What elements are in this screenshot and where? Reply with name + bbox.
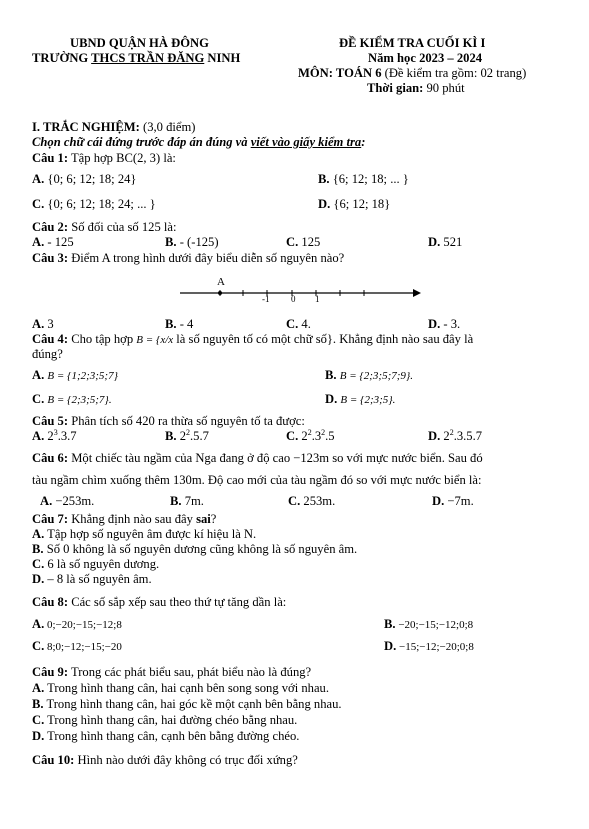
option-text: Số 0 không là số nguyên dương cũng không là số nguyên âm. xyxy=(43,542,358,556)
question-10 xyxy=(32,753,298,768)
option-text: - 125 xyxy=(44,235,74,249)
option-letter: C. xyxy=(288,494,301,508)
q3-option-c xyxy=(286,317,311,332)
option-text: B = {2;3;5;7;9}. xyxy=(339,370,414,382)
question-text: Tập hợp BC(2, 3) là: xyxy=(68,151,176,165)
q5-option-b: B. $2^2.5.7$ xyxy=(165,427,209,443)
option-text: {6; 12; 18; ... } xyxy=(332,172,409,186)
option-text: −253m. xyxy=(52,494,95,508)
option-letter: C. xyxy=(32,639,45,653)
option-text: Trong hình thang cân, hai cạnh bên song song với nhau. xyxy=(44,681,329,695)
option-text: Trong hình thang cân, hai đường chéo bằng nhau. xyxy=(44,713,298,727)
section-points: (3,0 điểm) xyxy=(139,120,196,134)
q6-option-b xyxy=(170,494,204,509)
question-4 xyxy=(32,332,473,348)
question-7 xyxy=(32,512,216,527)
question-3 xyxy=(32,251,344,266)
option-letter: C. xyxy=(286,317,299,331)
instruction-text: Chọn chữ cái đứng trước đáp án đúng và xyxy=(32,135,251,149)
option-text: −7m. xyxy=(444,494,474,508)
q4-option-c xyxy=(32,392,112,408)
duration-label: Thời gian: xyxy=(367,81,424,95)
q8-option-b xyxy=(384,617,473,633)
option-text: −15;−12;−20;0;8 xyxy=(396,641,474,653)
q9-option-b xyxy=(32,697,342,712)
option-letter: B. xyxy=(165,429,177,443)
option-text: - (-125) xyxy=(176,235,219,249)
tick-label-1: 1 xyxy=(315,294,320,304)
instruction-underlined: viết vào giấy kiểm tra xyxy=(250,135,362,149)
q9-option-a xyxy=(32,681,329,696)
option-text: {0; 6; 12; 18; 24} xyxy=(47,172,137,186)
question-text: Số đối của số 125 là: xyxy=(68,220,177,234)
option-letter: D. xyxy=(318,197,331,211)
question-1 xyxy=(32,151,176,166)
question-text-cont: là số nguyên tố có một chữ số}. Khẳng định nào sau đây là xyxy=(173,332,474,346)
option-letter: B. xyxy=(32,697,44,711)
option-letter: D. xyxy=(384,639,397,653)
exam-title: ĐỀ KIỂM TRA CUỐI KÌ I xyxy=(339,36,486,50)
option-text: Trong hình thang cân, hai góc kề một cạnh bên bằng nhau. xyxy=(43,697,342,711)
option-letter: C. xyxy=(32,392,45,406)
q7-option-b xyxy=(32,542,357,557)
q4-option-d xyxy=(325,392,395,408)
duration-value: 90 phút xyxy=(423,81,465,95)
q6-option-c xyxy=(288,494,335,509)
question-text: Trong các phát biểu sau, phát biểu nào là đúng? xyxy=(68,665,312,679)
option-text: B = {1;2;3;5;7} xyxy=(47,370,118,382)
question-mark: ? xyxy=(210,512,217,526)
option-letter: C. xyxy=(32,713,45,727)
question-label: Câu 10: xyxy=(32,753,75,767)
question-label: Câu 9: xyxy=(32,665,69,679)
point-a-marker xyxy=(218,291,222,295)
option-letter: D. xyxy=(432,494,445,508)
option-letter: C. xyxy=(286,235,299,249)
option-letter: C. xyxy=(286,429,299,443)
question-text: Cho tập hợp xyxy=(68,332,137,346)
option-letter: D. xyxy=(428,317,441,331)
number-line-figure xyxy=(175,273,425,305)
option-letter: B. xyxy=(165,235,177,249)
option-letter: A. xyxy=(32,429,45,443)
option-letter: D. xyxy=(325,392,338,406)
question-label: Câu 8: xyxy=(32,595,69,609)
option-text: {0; 6; 12; 18; 24; ... } xyxy=(47,197,156,211)
question-label: Câu 5: xyxy=(32,414,69,428)
option-letter: A. xyxy=(32,317,45,331)
school-name-underlined: THCS TRẦN ĐĂNG xyxy=(91,51,205,65)
tick-label-neg1: -1 xyxy=(262,294,270,304)
q7-option-a xyxy=(32,527,256,542)
option-letter: D. xyxy=(32,729,45,743)
q8-option-d xyxy=(384,639,474,655)
question-text: Các số sắp xếp sau theo thứ tự tăng dần là: xyxy=(68,595,287,609)
q5-option-c: C. $2^2.3^2.5$ xyxy=(286,427,335,443)
option-text: −20;−15;−12;0;8 xyxy=(395,619,474,631)
q9-option-c xyxy=(32,713,297,728)
option-text: B = {2;3;5;7}. xyxy=(47,394,112,406)
question-4-line2: đúng? xyxy=(32,347,63,361)
tick-label-0: 0 xyxy=(291,294,296,304)
q6-option-d xyxy=(432,494,474,509)
option-letter: A. xyxy=(32,172,45,186)
option-text: 253m. xyxy=(300,494,336,508)
option-letter: A. xyxy=(32,681,45,695)
option-text: – 8 là số nguyên âm. xyxy=(44,572,152,586)
option-text: {6; 12; 18} xyxy=(333,197,391,211)
arrow-head-icon xyxy=(413,289,421,297)
option-text: 8;0;−12;−15;−20 xyxy=(44,641,122,653)
school-district: UBND QUẬN HÀ ĐÔNG xyxy=(70,36,209,50)
question-label: Câu 7: xyxy=(32,512,69,526)
q1-option-a xyxy=(32,172,136,187)
option-letter: A. xyxy=(32,617,45,631)
question-8 xyxy=(32,595,286,610)
q2-option-d xyxy=(428,235,462,250)
option-letter: D. xyxy=(428,235,441,249)
question-label: Câu 3: xyxy=(32,251,69,265)
q5-option-a: A. $2^3.3.7$ xyxy=(32,427,77,443)
option-letter: B. xyxy=(384,617,396,631)
question-2 xyxy=(32,220,176,235)
point-a-label: A xyxy=(217,276,225,288)
q7-option-c xyxy=(32,557,159,572)
page-count-note: (Đề kiểm tra gồm: 02 trang) xyxy=(381,66,527,80)
option-letter: B. xyxy=(165,317,177,331)
question-text: Phân tích số 420 ra thừa số nguyên tố ta được: xyxy=(68,414,305,428)
option-text: 6 là số nguyên dương. xyxy=(44,557,160,571)
question-label: Câu 4: xyxy=(32,332,69,346)
set-definition: B = {x/x xyxy=(136,334,174,346)
option-letter: D. xyxy=(32,572,45,586)
q2-option-b xyxy=(165,235,219,250)
section-title-label: I. TRẮC NGHIỆM: xyxy=(32,120,140,134)
section-title xyxy=(32,120,195,135)
q3-option-a xyxy=(32,317,54,332)
section-instruction xyxy=(32,135,365,150)
q4-option-a xyxy=(32,368,118,384)
emphasis-word: sai xyxy=(196,512,211,526)
question-label: Câu 1: xyxy=(32,151,69,165)
q1-option-b xyxy=(318,172,409,187)
q2-option-c xyxy=(286,235,320,250)
q4-option-b xyxy=(325,368,413,384)
question-9 xyxy=(32,665,311,680)
option-text: - 3. xyxy=(440,317,461,331)
subject-name: MÔN: TOÁN 6 xyxy=(298,66,382,80)
option-letter: A. xyxy=(32,527,45,541)
option-text: - 4 xyxy=(176,317,194,331)
q7-option-d xyxy=(32,572,152,587)
q9-option-d xyxy=(32,729,299,744)
option-text: 521 xyxy=(440,235,463,249)
option-letter: D. xyxy=(428,429,441,443)
option-text: 7m. xyxy=(181,494,204,508)
option-text: 0;−20;−15;−12;8 xyxy=(44,619,122,631)
school-name xyxy=(32,51,240,66)
option-text: 3 xyxy=(44,317,54,331)
question-text: Hình nào dưới đây không có trục đối xứng? xyxy=(74,753,298,767)
question-label: Câu 6: xyxy=(32,451,69,465)
q5-option-d: D. $2^2.3.5.7$ xyxy=(428,427,483,443)
subject-line xyxy=(298,66,526,81)
q2-option-a xyxy=(32,235,74,250)
school-name-prefix: TRƯỜNG xyxy=(32,51,92,65)
option-text: B = {2;3;5}. xyxy=(340,394,396,406)
option-letter: C. xyxy=(32,197,45,211)
q3-option-d xyxy=(428,317,460,332)
option-letter: B. xyxy=(325,368,337,382)
question-text: Một chiếc tàu ngầm của Nga đang ở độ cao −123m so với mực nước biển. Sau đó xyxy=(68,451,483,465)
option-text: 4. xyxy=(298,317,311,331)
question-6-line2: tàu ngầm chìm xuống thêm 130m. Độ cao mới của tàu ngầm đó so với mực nước biển là: xyxy=(32,473,482,487)
option-letter: A. xyxy=(40,494,53,508)
question-label: Câu 2: xyxy=(32,220,69,234)
question-5 xyxy=(32,414,305,429)
question-6 xyxy=(32,451,483,466)
q1-option-c xyxy=(32,197,156,212)
option-letter: A. xyxy=(32,235,45,249)
option-text: 125 xyxy=(298,235,321,249)
option-letter: B. xyxy=(318,172,330,186)
instruction-colon: : xyxy=(361,135,366,149)
option-text: Tập hợp số nguyên âm được kí hiệu là N. xyxy=(44,527,257,541)
option-text: Trong hình thang cân, cạnh bên bằng đường chéo. xyxy=(44,729,300,743)
school-name-suffix: NINH xyxy=(204,51,241,65)
q8-option-c xyxy=(32,639,122,655)
question-text: Điểm A trong hình dưới đây biểu diễn số nguyên nào? xyxy=(68,251,345,265)
q8-option-a xyxy=(32,617,122,633)
duration-line xyxy=(367,81,465,96)
school-year: Năm học 2023 – 2024 xyxy=(368,51,483,65)
question-text: Khẳng định nào sau đây xyxy=(68,512,197,526)
option-letter: B. xyxy=(32,542,44,556)
q6-option-a xyxy=(40,494,94,509)
q3-option-b xyxy=(165,317,193,332)
q1-option-d xyxy=(318,197,390,212)
option-letter: B. xyxy=(170,494,182,508)
option-letter: A. xyxy=(32,368,45,382)
option-letter: C. xyxy=(32,557,45,571)
